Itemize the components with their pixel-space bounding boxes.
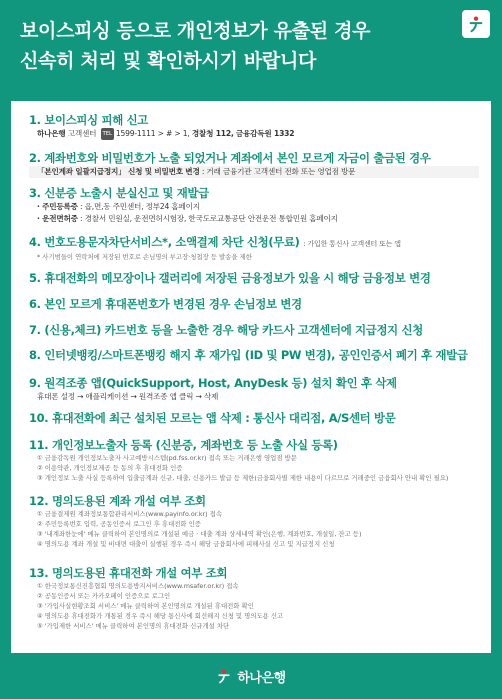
section-heading: 11. 개인정보노출자 등록 (신분증, 계좌번호 등 노출 사실 등록) [29,438,338,452]
hana-logo-icon [216,668,232,684]
section-11 [29,438,479,483]
section-heading: 1. 보이스피싱 피해 신고 [29,113,148,127]
section-1 [29,113,479,140]
fss-phone: 금융감독원 1332 [235,129,295,138]
title-line-2: 신속히 처리 및 확인하시기 바랍니다 [20,50,317,72]
list-item: ③ '가입사실현황조회 서비스' 메뉴 클릭하여 본인명의로 개설된 휴대전화 확인 [37,602,254,610]
section-heading: 5. 휴대전화의 메모장이나 갤러리에 저장된 금융정보가 있을 시 해당 금융정보 변경 [29,271,431,285]
section-detail [29,166,479,178]
section-9 [29,376,479,403]
item-detail: : 읍,면,동 주민센터, 정부24 홈페이지 [80,202,200,211]
section-heading: 6. 본인 모르게 휴대폰번호가 변경된 경우 손님정보 변경 [29,297,302,311]
section-heading: 7. (신용,체크) 카드번호 등을 노출한 경우 해당 카드사 고객센터에 지급정지 신청 [29,323,423,337]
list-item: ④ 명의도용 휴대전화가 개통된 경우 즉시 해당 통신사에 회선해지 신청 및 명의도용 신고 [37,612,284,620]
section-4 [29,235,479,262]
list-item: ① 금융감독원 개인정보노출자 사고예방시스템(pd.fss.or.kr) 접속 또는 거래은행 영업점 방문 [37,454,297,462]
list-item: ④ 명의도용 계좌 개설 및 비대면 대출이 실행된 경우 즉시 해당 금융회사에 피해사실 신고 및 지급정지 신청 [37,540,335,548]
section-heading: 12. 명의도용된 계좌 개설 여부 조회 [29,494,206,508]
section-detail [29,128,479,140]
list-item: ③ '내계좌한눈에' 메뉴 클릭하여 본인명의로 개설된 예금 · 대출 계좌 상세내역 확인(은행, 계좌번호, 개설일, 잔고 등) [37,530,362,538]
item-label: · 운전면허증 [37,214,78,223]
item-detail: : 경찰서 민원실, 운전면허시험장, 한국도로교통공단 안전운전 통합민원 홈페이지 [80,214,338,223]
list-item: ⑤ '가입제한 서비스' 메뉴 클릭하여 본인명의 휴대전화 신규개설 차단 [37,622,230,630]
header [0,0,502,96]
list-item: ② 공동인증서 또는 카카오페이 인증으로 로그인 [37,592,171,600]
list-item: ① 금융결제원 계좌정보통합관리서비스(www.payinfo.or.kr) 접속 [37,510,223,518]
footer-brand: 하나은행 [237,670,286,686]
section-heading: 8. 인터넷뱅킹/스마트폰뱅킹 해지 후 재가입 (ID 및 PW 변경), 공인인증서 폐기 후 재발급 [29,348,468,362]
section-heading: 2. 계좌번호와 비밀번호가 노출 되었거나 계좌에서 본인 모르게 자금이 출금된 경우 [29,151,431,165]
section-3 [29,186,479,225]
section-10 [29,411,479,426]
heading-text: 4. 번호도용문자차단서비스*, 소액결제 차단 신청(무료) [29,235,300,249]
section-heading [29,235,479,252]
list-item: ③ 개인정보 노출 사실 등록하여 입출금계좌 신규, 대출, 신용카드 발급 등 제한(금융회사별 제한 내용이 다르므로 거래중인 금융회사 안내 확인 필요) [37,474,449,482]
section-heading: 10. 휴대전화에 최근 설치된 모르는 앱 삭제 : 통신사 대리점, A/S센터 방문 [29,411,396,425]
section-13 [29,566,479,631]
detail-text: : 거래 금융기관 고객센터 전화 또는 영업점 방문 [201,167,356,176]
tel-badge: TEL [101,128,114,140]
section-5 [29,271,479,286]
page-title [20,16,440,76]
detail-label: 「본인계좌 일괄지급정지」 신청 및 비밀번호 변경 [37,167,200,176]
section-8 [29,348,479,363]
section-7 [29,323,479,338]
footer [0,653,502,699]
list-item: ② 이용약관, 개인정보제공 등 동의 후 휴대전화 인증 [37,464,183,472]
section-heading: 13. 명의도용된 휴대전화 개설 여부 조회 [29,566,228,580]
section-heading: 3. 신분증 노출시 분실신고 및 재발급 [29,186,209,200]
license-item [29,213,479,225]
section-12 [29,494,479,549]
content-panel [11,101,491,653]
heading-inline-note: : 가입한 통신사 고객센터 또는 앱 [303,240,401,248]
id-card-item [29,201,479,213]
hana-logo [462,10,490,38]
bank-name: 하나은행 [37,129,66,138]
hana-logo-icon [467,15,485,33]
section-heading: 9. 원격조종 앱(QuickSupport, Host, AnyDesk 등) 설치 확인 후 삭제 [29,376,397,390]
center-label: 고객센터 [67,129,97,138]
list-item: ① 한국정보통신진흥협회 명의도용방지서비스(www.msafer.or.kr) 접속 [37,582,239,590]
list-item: ② 주민등록번호 입력, 공동인증서 로그인 후 휴대전화 인증 [37,520,201,528]
item-label: · 주민등록증 [37,202,78,211]
section-2 [29,151,479,178]
police-phone: 경찰청 112, [191,129,234,138]
section-note: * 사기범들이 연락처에 저장된 번호로 손님명의 부고장·청첩장 등 발송을 제한 [37,253,252,261]
section-detail: 휴대폰 설정 → 애플리케이션 → 원격조종 앱 클릭 → 삭제 [37,392,219,401]
bank-phone: 1599-1111 > # > 1, [115,129,190,138]
section-6 [29,297,479,312]
title-line-1: 보이스피싱 등으로 개인정보가 유출된 경우 [20,20,371,42]
